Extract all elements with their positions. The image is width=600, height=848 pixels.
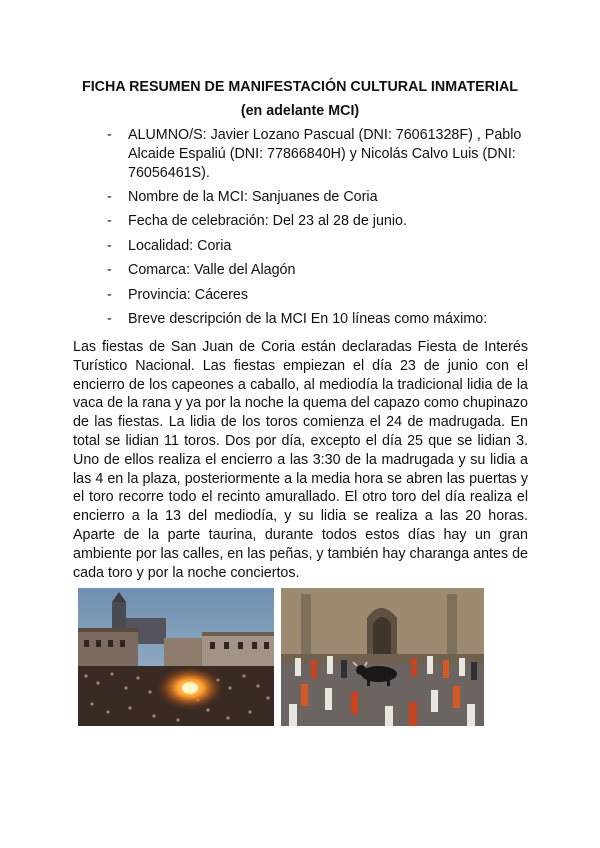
list-dash: - bbox=[107, 127, 112, 143]
field-provincia bbox=[100, 286, 540, 305]
photo-plaza-bonfire bbox=[78, 588, 274, 726]
field-list bbox=[100, 126, 540, 334]
document-subtitle: (en adelante MCI) bbox=[240, 103, 360, 119]
field-text: Provincia: Cáceres bbox=[128, 286, 248, 303]
bull-run-image bbox=[281, 588, 484, 726]
list-dash: - bbox=[107, 262, 112, 279]
field-descripcion-label bbox=[100, 310, 540, 329]
photo-bull-run bbox=[281, 588, 484, 726]
field-localidad bbox=[100, 237, 540, 256]
list-dash: - bbox=[107, 237, 112, 254]
field-nombre-mci bbox=[100, 188, 540, 207]
field-text: Fecha de celebración: Del 23 al 28 de junio. bbox=[128, 213, 407, 230]
list-dash: - bbox=[107, 310, 112, 327]
field-text: Nombre de la MCI: Sanjuanes de Coria bbox=[128, 188, 378, 205]
document-title: FICHA RESUMEN DE MANIFESTACIÓN CULTURAL INMATERIAL bbox=[81, 79, 519, 95]
field-text: ALUMNO/S: Javier Lozano Pascual (DNI: 76061328F) , Pablo Alcaide Espaliú (DNI: 77866840H) y Nicolás Calvo Luis (DNI: 76056461S). bbox=[128, 127, 522, 181]
list-dash: - bbox=[107, 213, 112, 230]
description-paragraph: Las fiestas de San Juan de Coria están declaradas Fiesta de Interés Turístico Nacional. Las fiestas empiezan el día 23 de junio con el encierro de los capeones a caballo, al mediodía la tradicional lidia de la vaca de la rana y ya por la noche la quema del capazo como chupinazo de las fiestas. La lidia de los toros comienza el 24 de madrugada. En total se lidian 11 toros. Dos por día, excepto el día 25 que se lidian 3. Uno de ellos realiza el encierro a las 3:30 de la madrugada y su lidia a las 4 en la plaza, posteriormente a la media hora se abren las puertas y el toro recorre todo el recinto amurallado. El otro toro del día realiza el encierro a la 13 del mediodía, y su lidia se realiza a las 20 horas. Aparte de la parte taurina, durante todos estos días hay un gran ambiente por las calles, en las peñas, y también hay charanga antes de cada toro y por la noche conciertos. bbox=[73, 339, 528, 581]
list-dash: - bbox=[107, 188, 112, 205]
field-text: Breve descripción de la MCI En 10 líneas como máximo: bbox=[128, 310, 488, 327]
field-alumnos bbox=[100, 126, 540, 182]
field-text: Localidad: Coria bbox=[128, 237, 232, 254]
field-text: Comarca: Valle del Alagón bbox=[128, 262, 296, 279]
list-dash: - bbox=[107, 286, 112, 303]
plaza-bonfire-image bbox=[78, 588, 274, 726]
field-comarca bbox=[100, 261, 540, 280]
field-fecha bbox=[100, 212, 540, 231]
